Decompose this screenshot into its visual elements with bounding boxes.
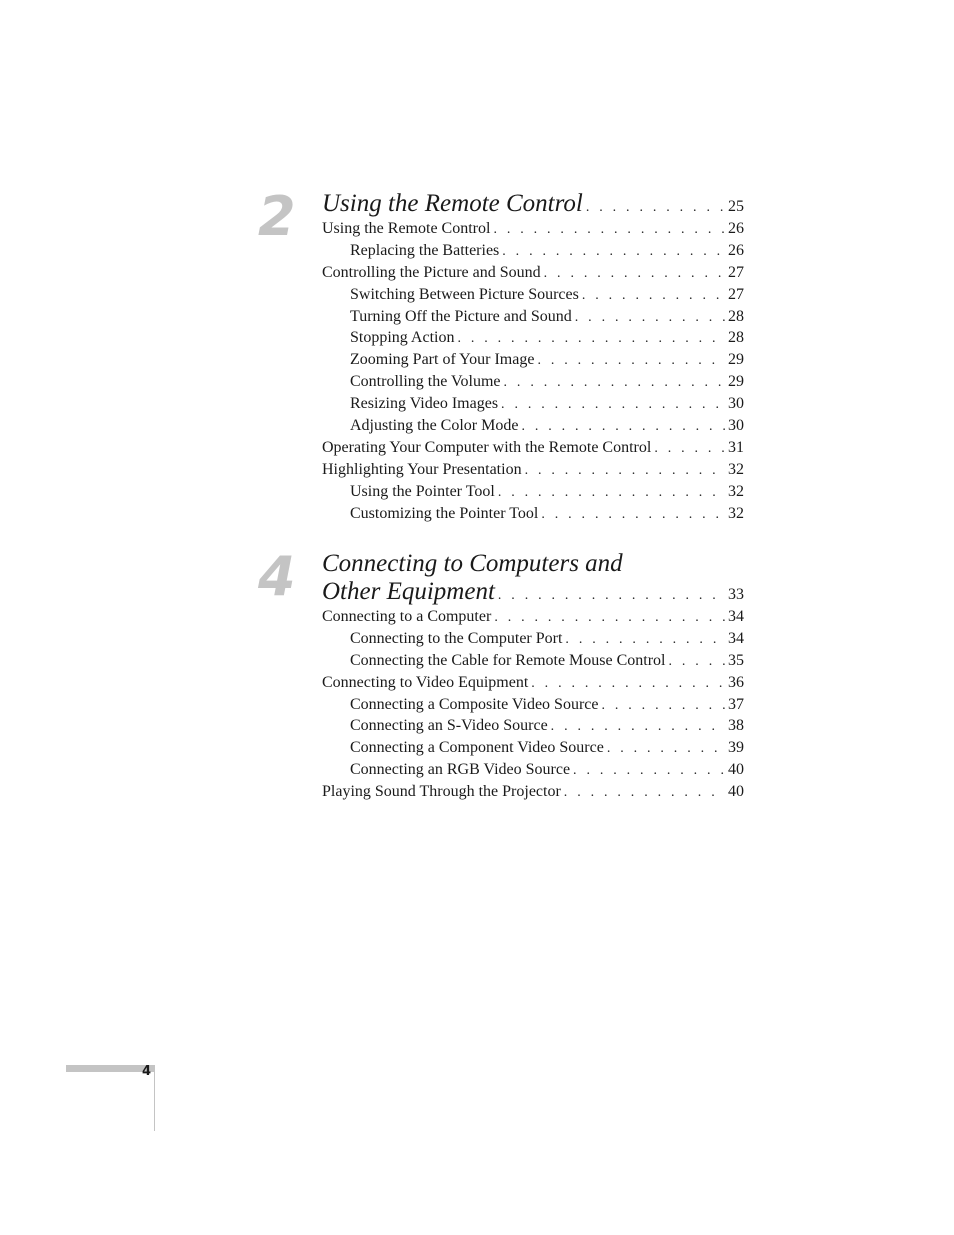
entry-label: Resizing Video Images: [350, 395, 499, 413]
entry-page-number: 29: [728, 351, 744, 369]
entry-page-number: 35: [728, 651, 744, 669]
chapter-title-text: Using the Remote Control: [322, 190, 583, 217]
entry-page-number: 28: [728, 329, 744, 347]
dot-leader: [541, 504, 725, 526]
chapter-entries: [322, 190, 744, 524]
dot-leader: [504, 372, 725, 394]
toc-subentry[interactable]: [322, 628, 744, 650]
entry-page-number: 26: [728, 220, 744, 237]
chapter-entries: [322, 550, 744, 803]
toc-subentry[interactable]: [322, 650, 744, 672]
entry-page-number: 40: [728, 761, 744, 779]
toc-subentry[interactable]: [322, 371, 744, 393]
dot-leader: [564, 782, 725, 804]
dot-leader: [544, 263, 725, 285]
entry-page-number: 34: [728, 629, 744, 647]
entry-page-number: 31: [728, 438, 744, 456]
toc-subentry[interactable]: [322, 694, 744, 716]
dot-leader: [531, 673, 725, 695]
page-number: 4: [142, 1064, 152, 1079]
dot-leader: [498, 482, 725, 504]
entry-page-number: 30: [728, 417, 744, 435]
entry-label: Connecting an RGB Video Source: [350, 761, 571, 779]
toc-entry[interactable]: [322, 672, 744, 694]
entry-page-number: 34: [728, 608, 744, 625]
entry-page-number: 36: [728, 673, 744, 691]
toc-subentry[interactable]: [322, 240, 744, 262]
toc-subentry[interactable]: [322, 759, 744, 781]
toc-entry[interactable]: [322, 262, 744, 284]
entry-page-number: 30: [728, 395, 744, 413]
chapter-title[interactable]: [322, 190, 744, 218]
entry-label: Playing Sound Through the Projector: [322, 783, 561, 801]
entry-label: Operating Your Computer with the Remote Control: [322, 438, 652, 456]
entry-page-number: 27: [728, 285, 744, 303]
entry-label: Turning Off the Picture and Sound: [350, 307, 572, 325]
toc-subentry[interactable]: [322, 284, 744, 306]
entry-label: Switching Between Picture Sources: [350, 285, 579, 303]
entry-label: Replacing the Batteries: [350, 241, 500, 259]
dot-leader: [521, 416, 725, 438]
toc-subentry[interactable]: [322, 481, 744, 503]
dot-leader: [607, 738, 725, 760]
entry-page-number: 26: [728, 241, 744, 259]
chapter-title-line: Connecting to Computers and: [322, 550, 623, 577]
chapter-title[interactable]: [322, 578, 744, 606]
entry-label: Using the Remote Control: [322, 220, 491, 237]
toc-entry[interactable]: [322, 781, 744, 803]
dot-leader: [502, 241, 725, 263]
entry-label: Connecting to Video Equipment: [322, 673, 529, 691]
dot-leader: [537, 350, 725, 372]
entry-label: Zooming Part of Your Image: [350, 351, 535, 369]
toc-subentry[interactable]: [322, 306, 744, 328]
entry-label: Connecting the Cable for Remote Mouse Control: [350, 651, 666, 669]
entry-label: Adjusting the Color Mode: [350, 417, 519, 435]
dot-leader: [501, 394, 725, 416]
toc-subentry[interactable]: [322, 349, 744, 371]
entry-page-number: 39: [728, 739, 744, 757]
dot-leader: [565, 629, 725, 651]
entry-label: Stopping Action: [350, 329, 455, 347]
dot-leader: [493, 219, 725, 241]
toc-subentry[interactable]: [322, 393, 744, 415]
toc-entry[interactable]: [322, 218, 744, 240]
entry-label: Connecting a Component Video Source: [350, 739, 604, 757]
dot-leader: [498, 582, 725, 610]
dot-leader: [575, 307, 725, 329]
chapter-title-page: 25: [728, 198, 744, 215]
chapter-title-page: 33: [728, 586, 744, 603]
dot-leader: [654, 438, 725, 460]
footer-bar: [66, 1065, 154, 1072]
entry-label: Connecting an S-Video Source: [350, 717, 548, 735]
dot-leader: [573, 760, 725, 782]
toc-subentry[interactable]: [322, 715, 744, 737]
footer-rule: [154, 1065, 155, 1131]
entry-page-number: 38: [728, 717, 744, 735]
entry-label: Connecting to the Computer Port: [350, 629, 563, 647]
entry-page-number: 32: [728, 504, 744, 522]
chapter-title-text: Other Equipment: [322, 578, 495, 605]
entry-page-number: 32: [728, 460, 744, 478]
entry-page-number: 40: [728, 783, 744, 801]
dot-leader: [586, 194, 725, 222]
dot-leader: [525, 460, 725, 482]
entry-label: Highlighting Your Presentation: [322, 460, 522, 478]
dot-leader: [551, 716, 725, 738]
chapter-number: 2: [258, 185, 296, 248]
toc-entry[interactable]: [322, 459, 744, 481]
toc-subentry[interactable]: [322, 327, 744, 349]
entry-page-number: 37: [728, 695, 744, 713]
entry-page-number: 28: [728, 307, 744, 325]
entry-label: Customizing the Pointer Tool: [350, 504, 539, 522]
toc-entry[interactable]: [322, 606, 744, 628]
entry-label: Connecting to a Computer: [322, 608, 492, 625]
entry-page-number: 32: [728, 482, 744, 500]
entry-label: Using the Pointer Tool: [350, 482, 495, 500]
chapter-number: 4: [258, 545, 296, 608]
dot-leader: [582, 285, 725, 307]
dot-leader: [494, 607, 725, 629]
toc-subentry[interactable]: [322, 503, 744, 525]
dot-leader: [669, 651, 726, 673]
dot-leader: [457, 328, 725, 350]
entry-label: Controlling the Volume: [350, 373, 501, 391]
entry-page-number: 29: [728, 373, 744, 391]
toc-entry[interactable]: [322, 437, 744, 459]
entry-label: Controlling the Picture and Sound: [322, 263, 541, 281]
entry-label: Connecting a Composite Video Source: [350, 695, 599, 713]
dot-leader: [601, 695, 725, 717]
toc-subentry[interactable]: [322, 415, 744, 437]
toc-subentry[interactable]: [322, 737, 744, 759]
entry-page-number: 27: [728, 263, 744, 281]
